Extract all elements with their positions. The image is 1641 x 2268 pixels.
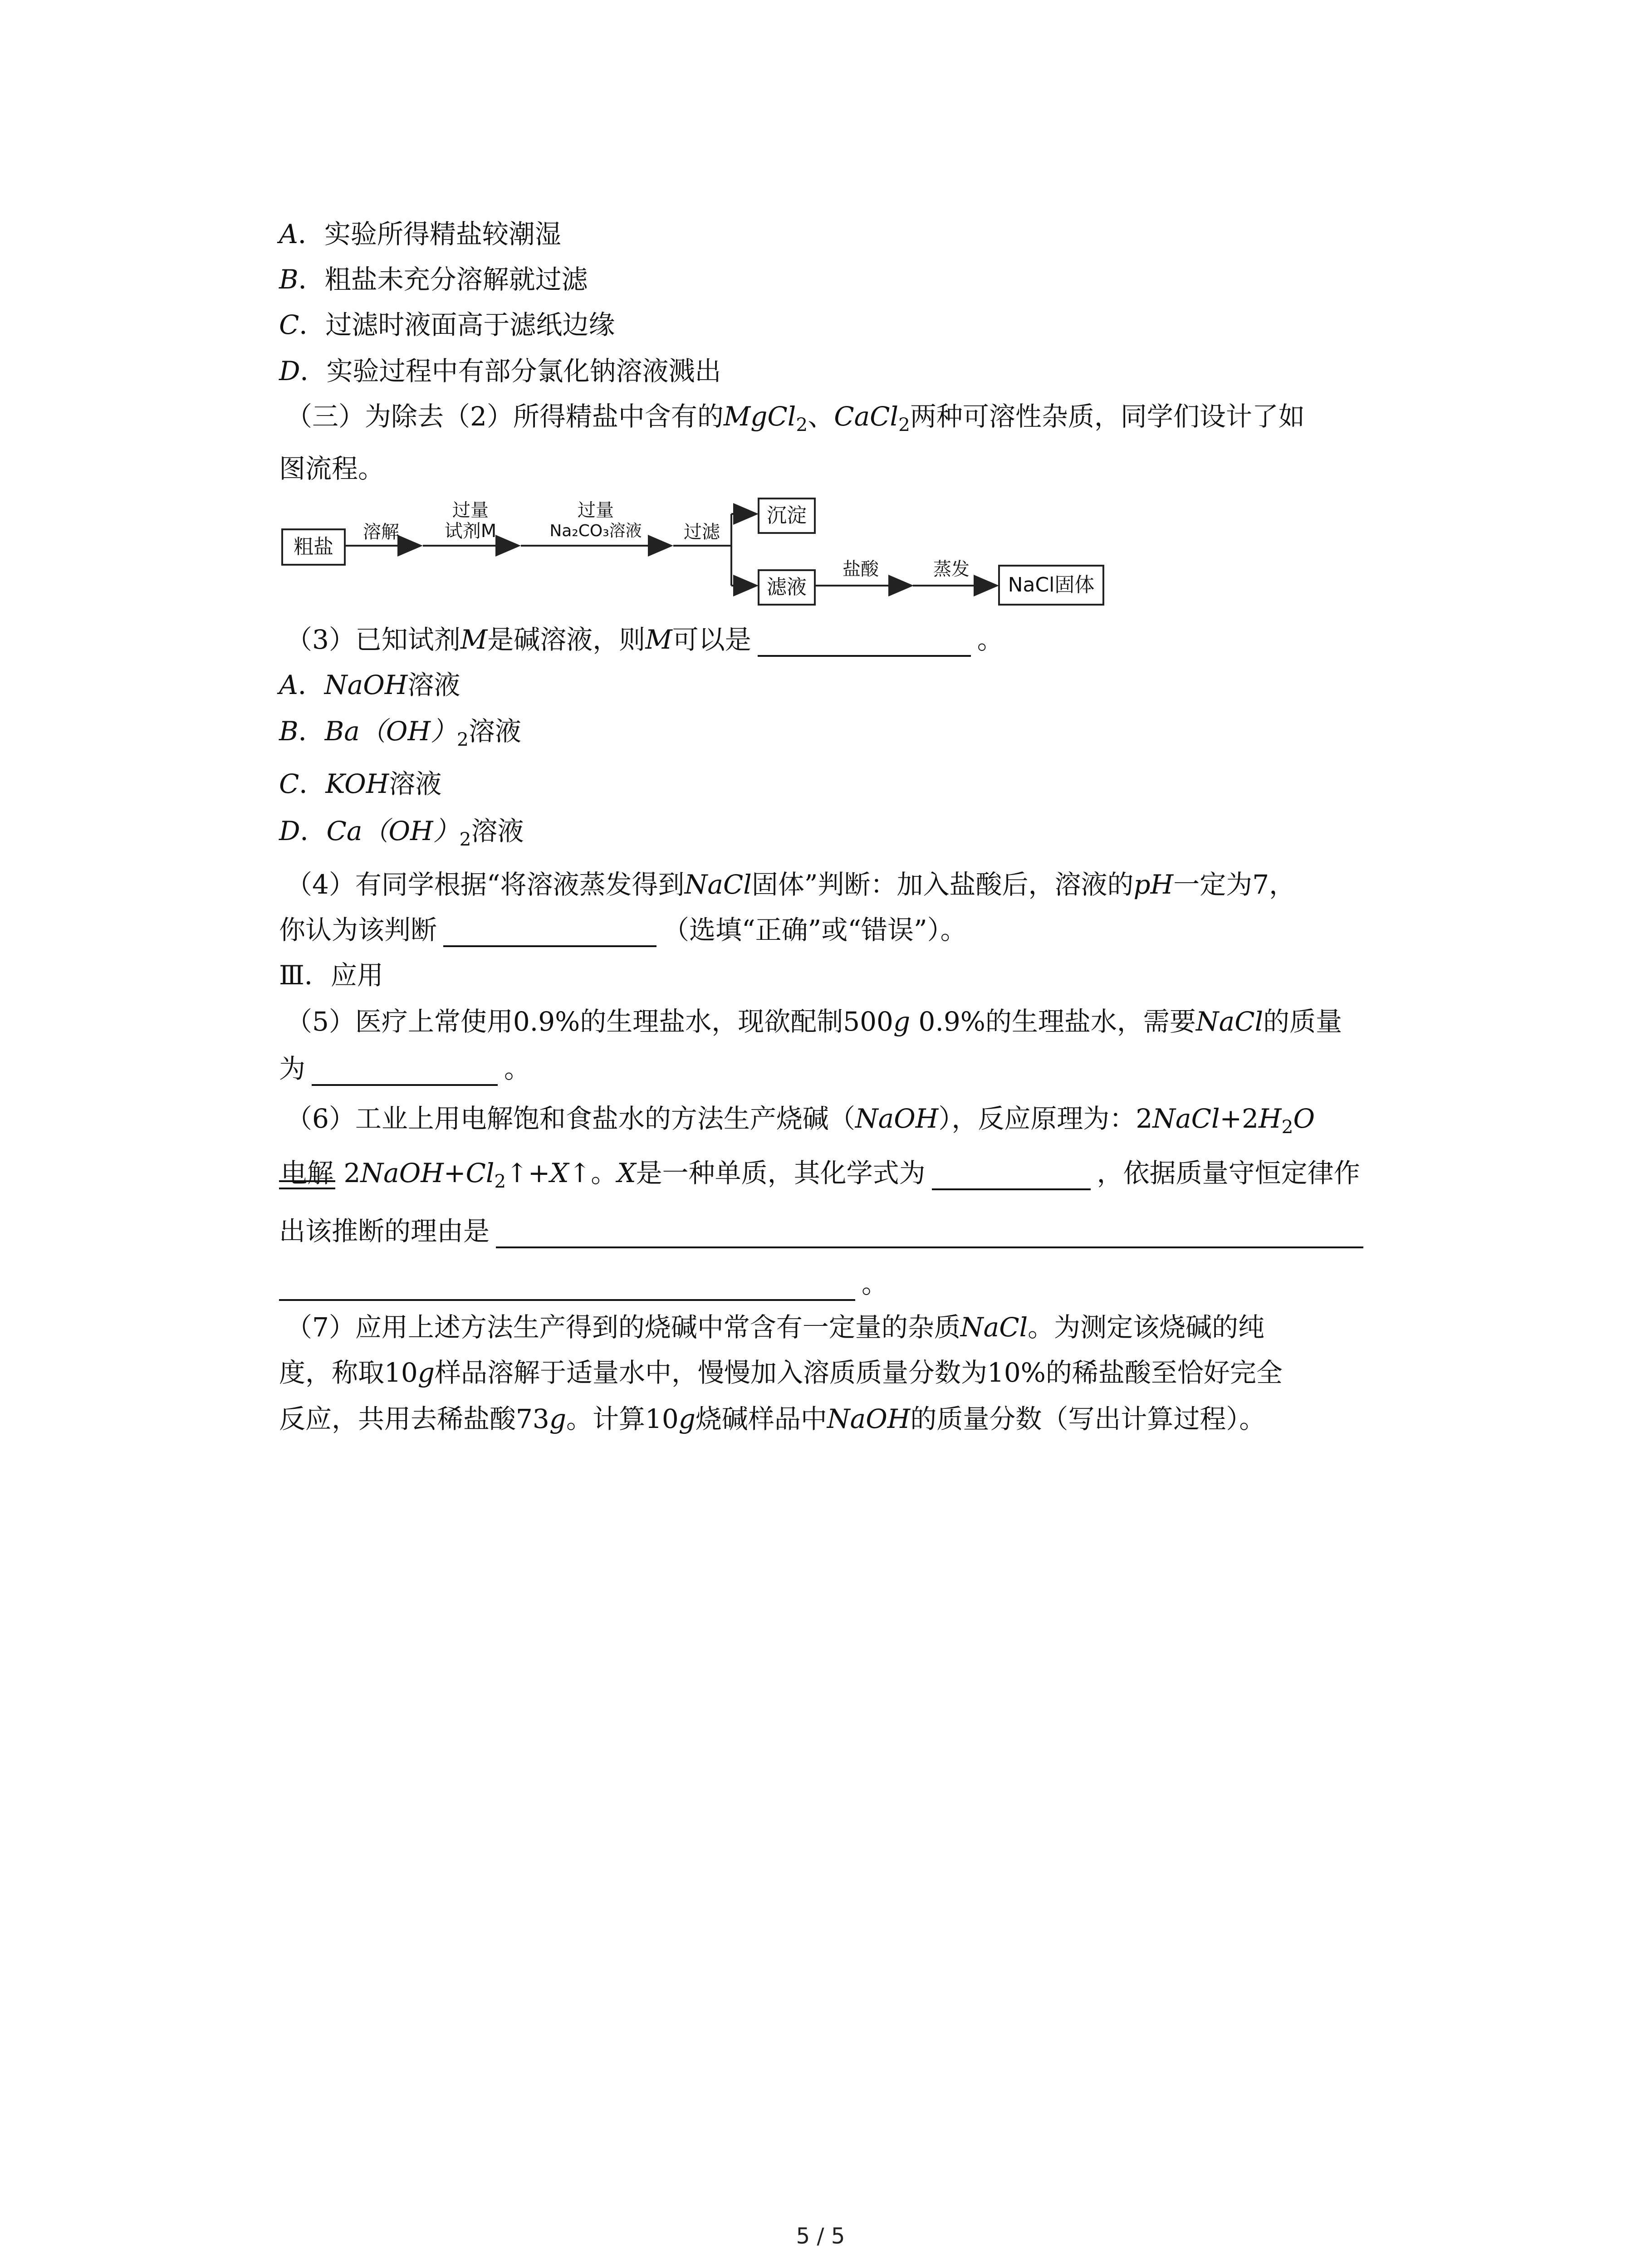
q7-line3: 反应，共用去稀盐酸73g。计算10g烧碱样品中NaOH的质量分数（写出计算过程）。 [279, 1403, 1266, 1434]
q5-line1: （5）医疗上常使用0.9%的生理盐水，现欲配制500g 0.9%的生理盐水，需要NaCl的质量 [286, 1006, 1342, 1037]
q7-line2: 度，称取10g样品溶解于适量水中，慢慢加入溶质质量分数为10%的稀盐酸至恰好完全 [279, 1357, 1283, 1388]
q7-line1: （7）应用上述方法生产得到的烧碱中常含有一定量的杂质NaCl。为测定该烧碱的纯 [286, 1312, 1265, 1343]
flow-label-dissolve: 溶解 [363, 522, 399, 543]
q3-option-c: C．KOH溶液 [279, 768, 442, 799]
section-heading-application: Ⅲ．应用 [279, 960, 383, 991]
q6-reason-blank-1[interactable] [496, 1219, 1363, 1248]
flow-box-precipitate: 沉淀 [758, 498, 816, 534]
q6-reason-blank-2[interactable] [279, 1272, 855, 1301]
option-a: A．实验所得精盐较潮湿 [279, 219, 561, 249]
q3-option-d: D．$Ca(OH)_2$溶液 [279, 816, 524, 850]
option-b: B．粗盐未充分溶解就过滤 [279, 264, 588, 295]
flow-label-filter: 过滤 [684, 522, 720, 543]
page-number: 5 / 5 [796, 2224, 845, 2249]
flow-label-hcl: 盐酸 [843, 559, 879, 580]
q4-line1: （4）有同学根据“将溶液蒸发得到NaCl固体”判断：加入盐酸后，溶液的pH一定为7， [286, 869, 1296, 900]
q5-answer-blank[interactable] [312, 1057, 498, 1086]
flow-box-crude-salt: 粗盐 [281, 528, 346, 566]
flow-box-filtrate: 滤液 [758, 569, 816, 606]
q6-formula-blank[interactable] [932, 1161, 1091, 1190]
process-flow-diagram [278, 492, 1122, 616]
part3-intro-line2: 图流程。 [279, 453, 385, 484]
q3-stem: （3）已知试剂M是碱溶液，则M可以是 。 [286, 622, 1004, 657]
option-d: D．实验过程中有部分氯化钠溶液溅出 [279, 356, 721, 386]
flow-label-evaporate: 蒸发 [933, 559, 970, 580]
q3-answer-blank[interactable] [758, 628, 971, 657]
option-c: C．过滤时液面高于滤纸边缘 [279, 309, 615, 340]
flow-arrows [278, 492, 1122, 616]
flow-box-nacl-solid: NaCl固体 [998, 565, 1104, 606]
electrolysis-condition: 电解 [279, 1156, 335, 1190]
q5-line2: 为 。 [279, 1051, 530, 1086]
part3-intro-line1: （三）为除去（2）所得精盐中含有的MgCl$_2$、CaCl$_2$两种可溶性杂质，同学们设计了如 [286, 401, 1305, 436]
q6-line4: 。 [279, 1266, 888, 1301]
q6-line1: （6）工业上用电解饱和食盐水的方法生产烧碱（NaOH），反应原理为：$2NaCl+2H_2O$ [286, 1103, 1315, 1138]
flow-label-na2co3: 过量 Na₂CO₃溶液 [549, 500, 642, 540]
q3-option-a: A．NaOH溶液 [279, 670, 460, 700]
q4-answer-blank[interactable] [443, 918, 656, 947]
q6-line2: 电解 $2NaOH+Cl_2↑+X↑$。X是一种单质，其化学式为 ，依据质量守恒定律作 [279, 1156, 1360, 1190]
q6-line3: 出该推断的理由是 [279, 1214, 1370, 1248]
flow-label-reagent-m: 过量 试剂M [444, 500, 497, 542]
q3-option-b: B．$Ba(OH)_2$溶液 [279, 716, 521, 751]
q4-line2: 你认为该判断 （选填“正确”或“错误”）。 [279, 913, 967, 947]
